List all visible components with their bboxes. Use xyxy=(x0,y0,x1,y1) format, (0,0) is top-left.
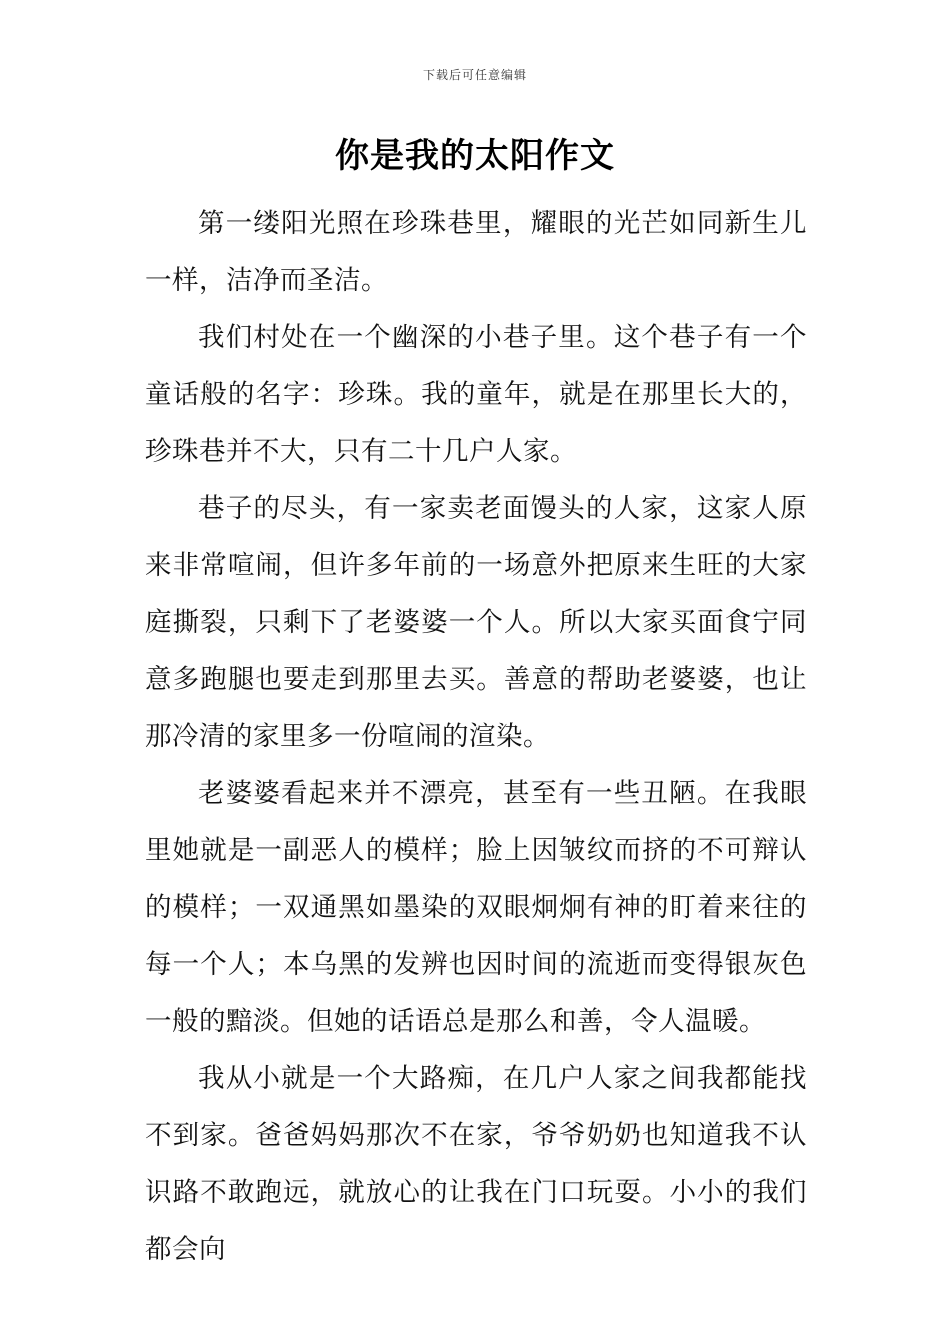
paragraph-4: 老婆婆看起来并不漂亮，甚至有一些丑陋。在我眼里她就是一副恶人的模样；脸上因皱纹而挤的不可辩认的模样；一双通黑如墨染的双眼炯炯有神的盯着来往的每一个人；本乌黑的发辨也因时间的流逝而变得银灰色一般的黯淡。但她的话语总是那么和善，令人温暖。 xyxy=(145,778,807,1037)
paragraph-5: 我从小就是一个大路痴，在几户人家之间我都能找不到家。爸爸妈妈那次不在家，爷爷奶奶也知道我不认识路不敢跑远，就放心的让我在门口玩耍。小小的我们都会向 xyxy=(145,1063,807,1265)
paragraph-3: 巷子的尽头，有一家卖老面馒头的人家，这家人原来非常喧闹，但许多年前的一场意外把原来生旺的大家庭撕裂，只剩下了老婆婆一个人。所以大家买面食宁同意多跑腿也要走到那里去买。善意的帮助老婆婆，也让那冷清的家里多一份喧闹的渲染。 xyxy=(145,493,807,752)
paragraph-2: 我们村处在一个幽深的小巷子里。这个巷子有一个童话般的名字：珍珠。我的童年，就是在那里长大的，珍珠巷并不大，只有二十几户人家。 xyxy=(145,322,807,467)
header-note: 下载后可任意编辑 xyxy=(422,68,527,82)
page-title: 你是我的太阳作文 xyxy=(335,136,615,176)
article-body xyxy=(145,195,807,1278)
paragraph-1: 第一缕阳光照在珍珠巷里，耀眼的光芒如同新生儿一样，洁净而圣洁。 xyxy=(145,208,807,296)
